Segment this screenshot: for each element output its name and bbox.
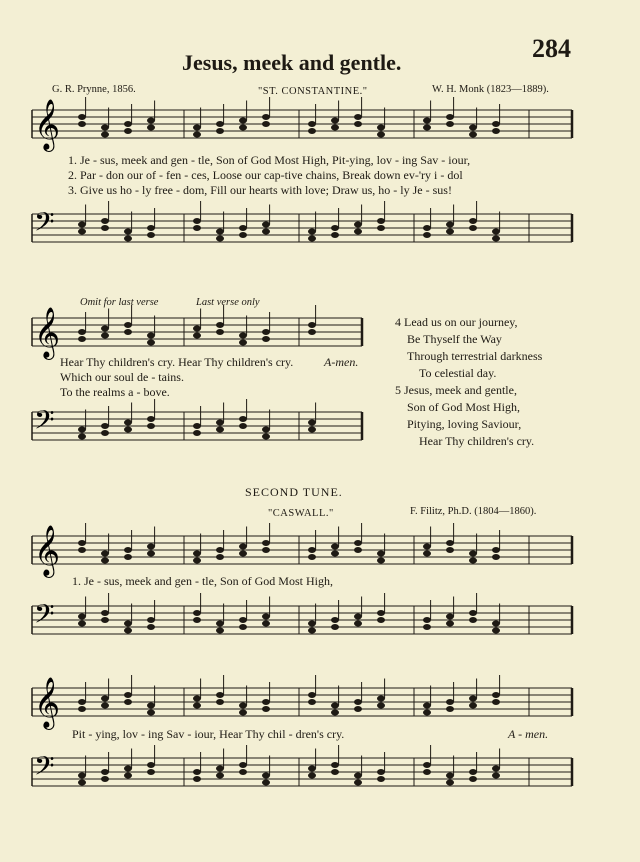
- note-head: [239, 624, 247, 630]
- note-head: [124, 236, 132, 242]
- lyrics-s2-line-2: Which our soul de - tains.: [60, 370, 184, 384]
- note-head: [492, 236, 500, 242]
- note-head: [101, 776, 109, 782]
- note-head: [492, 128, 500, 134]
- note-head: [239, 762, 247, 768]
- verse-4-line: To celestial day.: [419, 366, 497, 380]
- note-head: [331, 762, 339, 768]
- note-head: [124, 773, 132, 779]
- bass-clef-icon: 𝄢: [34, 207, 55, 243]
- note-head: [331, 710, 339, 716]
- note-head: [193, 225, 201, 231]
- note-head: [469, 617, 477, 623]
- note-head: [216, 229, 224, 235]
- note-head: [239, 617, 247, 623]
- note-head: [239, 544, 247, 550]
- note-head: [78, 329, 86, 335]
- note-head: [262, 706, 270, 712]
- note-head: [446, 229, 454, 235]
- note-head: [193, 551, 201, 557]
- lyrics-line-1: 1. Je - sus, meek and gen - tle, Son of God Most High, Pit-ying, lov - ing Sav - iour,: [68, 153, 471, 167]
- treble-staff-3: [32, 528, 572, 573]
- note-head: [262, 614, 270, 620]
- note-head: [239, 703, 247, 709]
- note-head: [331, 624, 339, 630]
- note-head: [423, 624, 431, 630]
- treble-clef-icon: 𝄞: [34, 678, 61, 727]
- note-head: [331, 544, 339, 550]
- note-head: [262, 229, 270, 235]
- composer: W. H. Monk (1823—1889).: [432, 84, 549, 95]
- note-head: [216, 121, 224, 127]
- note-head: [469, 218, 477, 224]
- note-head: [262, 336, 270, 342]
- note-head: [216, 427, 224, 433]
- note-head: [147, 703, 155, 709]
- note-head: [78, 229, 86, 235]
- bracket-omit: Omit for last verse: [80, 297, 159, 308]
- note-head: [78, 114, 86, 120]
- note-head: [78, 222, 86, 228]
- note-head: [423, 703, 431, 709]
- treble-staff-4: [32, 680, 572, 725]
- note-head: [423, 232, 431, 238]
- note-head: [308, 628, 316, 634]
- note-head: [147, 333, 155, 339]
- note-head: [78, 780, 86, 786]
- note-head: [423, 544, 431, 550]
- lyrics-second-1: 1. Je - sus, meek and gen - tle, Son of God Most High,: [72, 574, 333, 588]
- note-head: [469, 610, 477, 616]
- note-head: [124, 121, 132, 127]
- note-head: [216, 329, 224, 335]
- note-head: [147, 416, 155, 422]
- note-head: [101, 551, 109, 557]
- note-head: [239, 225, 247, 231]
- note-head: [101, 326, 109, 332]
- note-head: [469, 558, 477, 564]
- note-head: [469, 132, 477, 138]
- note-head: [354, 114, 362, 120]
- note-head: [492, 628, 500, 634]
- treble-staff-2: [32, 310, 362, 355]
- note-head: [423, 125, 431, 131]
- note-head: [124, 322, 132, 328]
- note-head: [147, 125, 155, 131]
- note-head: [239, 232, 247, 238]
- note-head: [216, 699, 224, 705]
- note-head: [446, 780, 454, 786]
- note-head: [78, 121, 86, 127]
- note-head: [354, 121, 362, 127]
- note-head: [101, 696, 109, 702]
- note-head: [147, 544, 155, 550]
- note-head: [492, 554, 500, 560]
- note-head: [101, 769, 109, 775]
- lyrics-line-3: 3. Give us ho - ly free - dom, Fill our hearts with love; Draw us, ho - ly Je - sus!: [68, 183, 452, 197]
- note-head: [147, 118, 155, 124]
- author: G. R. Prynne, 1856.: [52, 84, 136, 95]
- note-head: [262, 621, 270, 627]
- note-head: [331, 125, 339, 131]
- note-head: [216, 692, 224, 698]
- verse-4-line: 4 Lead us on our journey,: [395, 315, 518, 329]
- note-head: [147, 710, 155, 716]
- note-head: [377, 225, 385, 231]
- treble-staff-1: [32, 102, 572, 147]
- note-head: [308, 236, 316, 242]
- hymn-title: Jesus, meek and gentle.: [182, 50, 402, 75]
- note-head: [124, 766, 132, 772]
- note-head: [124, 427, 132, 433]
- note-head: [354, 547, 362, 553]
- note-head: [239, 769, 247, 775]
- note-head: [262, 329, 270, 335]
- note-head: [423, 769, 431, 775]
- note-head: [354, 699, 362, 705]
- note-head: [262, 121, 270, 127]
- verse-4: [395, 314, 542, 382]
- note-head: [446, 121, 454, 127]
- note-head: [78, 699, 86, 705]
- note-head: [331, 551, 339, 557]
- note-head: [377, 617, 385, 623]
- note-head: [331, 225, 339, 231]
- note-head: [124, 547, 132, 553]
- note-head: [78, 547, 86, 553]
- note-head: [216, 773, 224, 779]
- note-head: [308, 699, 316, 705]
- note-head: [193, 430, 201, 436]
- bass-clef-icon: 𝄢: [34, 599, 55, 635]
- note-head: [469, 696, 477, 702]
- note-head: [446, 547, 454, 553]
- note-head: [193, 776, 201, 782]
- bass-staff-1: [32, 206, 572, 251]
- note-head: [124, 329, 132, 335]
- note-head: [193, 132, 201, 138]
- note-head: [216, 628, 224, 634]
- note-head: [124, 692, 132, 698]
- note-head: [446, 621, 454, 627]
- note-head: [147, 624, 155, 630]
- note-head: [124, 128, 132, 134]
- note-head: [377, 769, 385, 775]
- note-head: [331, 769, 339, 775]
- note-head: [78, 614, 86, 620]
- note-head: [492, 229, 500, 235]
- note-head: [239, 423, 247, 429]
- note-head: [262, 540, 270, 546]
- note-head: [492, 766, 500, 772]
- note-head: [308, 547, 316, 553]
- note-head: [101, 430, 109, 436]
- note-head: [331, 118, 339, 124]
- note-head: [147, 551, 155, 557]
- note-head: [216, 766, 224, 772]
- note-head: [239, 125, 247, 131]
- note-head: [124, 628, 132, 634]
- note-head: [262, 222, 270, 228]
- note-head: [262, 434, 270, 440]
- note-head: [239, 551, 247, 557]
- note-head: [193, 558, 201, 564]
- note-head: [147, 423, 155, 429]
- note-head: [124, 621, 132, 627]
- note-head: [446, 699, 454, 705]
- note-head: [469, 776, 477, 782]
- verse-5-line: Pitying, loving Saviour,: [407, 417, 522, 431]
- note-head: [78, 773, 86, 779]
- note-head: [124, 554, 132, 560]
- note-head: [239, 333, 247, 339]
- note-head: [308, 322, 316, 328]
- note-head: [101, 125, 109, 131]
- lyrics-line-2: 2. Par - don our of - fen - ces, Loose our cap-tive chains, Break down ev-'ry i - dol: [68, 168, 463, 182]
- note-head: [492, 121, 500, 127]
- note-head: [308, 766, 316, 772]
- note-head: [262, 699, 270, 705]
- second-tune-name: "CASWALL.": [268, 508, 334, 519]
- note-head: [101, 132, 109, 138]
- bass-staff-2: [32, 404, 362, 449]
- note-head: [354, 773, 362, 779]
- bass-staff-4: [32, 750, 572, 795]
- note-head: [377, 776, 385, 782]
- note-head: [354, 222, 362, 228]
- verse-5-line: Hear Thy children's cry.: [419, 434, 535, 448]
- note-head: [216, 420, 224, 426]
- note-head: [331, 232, 339, 238]
- note-head: [78, 336, 86, 342]
- note-head: [354, 540, 362, 546]
- note-head: [216, 128, 224, 134]
- note-head: [354, 229, 362, 235]
- note-head: [377, 551, 385, 557]
- tune-name: "ST. CONSTANTINE.": [258, 86, 368, 97]
- verse-5-line: 5 Jesus, meek and gentle,: [395, 383, 517, 397]
- note-head: [262, 547, 270, 553]
- note-head: [101, 558, 109, 564]
- treble-clef-icon: 𝄞: [34, 100, 61, 149]
- note-head: [78, 540, 86, 546]
- note-head: [147, 340, 155, 346]
- note-head: [331, 703, 339, 709]
- note-head: [377, 610, 385, 616]
- note-head: [124, 229, 132, 235]
- note-head: [239, 340, 247, 346]
- note-head: [377, 125, 385, 131]
- verse-4-line: Be Thyself the Way: [407, 332, 502, 346]
- note-head: [446, 540, 454, 546]
- note-head: [147, 617, 155, 623]
- note-head: [78, 706, 86, 712]
- note-head: [78, 434, 86, 440]
- note-head: [469, 225, 477, 231]
- note-head: [308, 554, 316, 560]
- note-head: [446, 114, 454, 120]
- note-head: [101, 423, 109, 429]
- hymn-number: 284: [532, 34, 571, 63]
- bracket-last: Last verse only: [196, 297, 260, 308]
- note-head: [354, 706, 362, 712]
- verse-5: [395, 382, 534, 450]
- note-head: [239, 118, 247, 124]
- note-head: [101, 225, 109, 231]
- note-head: [193, 696, 201, 702]
- verse-5-line: Son of God Most High,: [407, 400, 521, 414]
- note-head: [377, 558, 385, 564]
- note-head: [331, 617, 339, 623]
- note-head: [262, 773, 270, 779]
- bass-clef-icon: 𝄢: [34, 751, 55, 787]
- note-head: [101, 333, 109, 339]
- second-composer: F. Filitz, Ph.D. (1804—1860).: [410, 506, 537, 517]
- note-head: [193, 326, 201, 332]
- note-head: [423, 551, 431, 557]
- treble-clef-icon: 𝄞: [34, 526, 61, 575]
- note-head: [239, 416, 247, 422]
- note-head: [101, 610, 109, 616]
- note-head: [262, 114, 270, 120]
- note-head: [423, 710, 431, 716]
- note-head: [354, 614, 362, 620]
- note-head: [147, 769, 155, 775]
- note-head: [193, 617, 201, 623]
- note-head: [308, 329, 316, 335]
- note-head: [423, 225, 431, 231]
- note-head: [193, 218, 201, 224]
- note-head: [492, 547, 500, 553]
- note-head: [78, 621, 86, 627]
- note-head: [308, 427, 316, 433]
- note-head: [216, 322, 224, 328]
- note-head: [193, 125, 201, 131]
- second-tune-heading: SECOND TUNE.: [245, 485, 343, 499]
- lyrics-second-2: Pit - ying, lov - ing Sav - iour, Hear Thy chil - dren's cry.: [72, 727, 345, 741]
- note-head: [377, 703, 385, 709]
- bass-clef-icon: 𝄢: [34, 405, 55, 441]
- note-head: [101, 703, 109, 709]
- note-head: [216, 236, 224, 242]
- note-head: [308, 128, 316, 134]
- amen-1: A-men.: [324, 355, 359, 369]
- note-head: [193, 423, 201, 429]
- note-head: [469, 769, 477, 775]
- lyrics-s2-line-1: Hear Thy children's cry. Hear Thy children's cry.: [60, 355, 294, 369]
- note-head: [216, 554, 224, 560]
- note-head: [308, 229, 316, 235]
- note-head: [216, 547, 224, 553]
- note-head: [308, 420, 316, 426]
- note-head: [446, 614, 454, 620]
- note-head: [193, 333, 201, 339]
- note-head: [308, 773, 316, 779]
- note-head: [193, 610, 201, 616]
- note-head: [308, 692, 316, 698]
- note-head: [124, 420, 132, 426]
- note-head: [469, 703, 477, 709]
- amen-2: A - men.: [508, 727, 549, 741]
- note-head: [101, 218, 109, 224]
- note-head: [446, 773, 454, 779]
- note-head: [239, 710, 247, 716]
- note-head: [423, 762, 431, 768]
- note-head: [469, 551, 477, 557]
- note-head: [469, 125, 477, 131]
- note-head: [377, 696, 385, 702]
- note-head: [446, 706, 454, 712]
- note-head: [308, 621, 316, 627]
- note-head: [147, 762, 155, 768]
- verse-4-line: Through terrestrial darkness: [407, 349, 543, 363]
- note-head: [446, 222, 454, 228]
- note-head: [492, 692, 500, 698]
- note-head: [492, 699, 500, 705]
- note-head: [78, 427, 86, 433]
- note-head: [101, 617, 109, 623]
- note-head: [377, 132, 385, 138]
- note-head: [262, 427, 270, 433]
- note-head: [193, 769, 201, 775]
- note-head: [308, 121, 316, 127]
- note-head: [377, 218, 385, 224]
- note-head: [423, 617, 431, 623]
- note-head: [492, 773, 500, 779]
- note-head: [354, 621, 362, 627]
- note-head: [492, 621, 500, 627]
- note-head: [216, 621, 224, 627]
- note-head: [423, 118, 431, 124]
- treble-clef-icon: 𝄞: [34, 308, 61, 357]
- lyrics-s2-line-3: To the realms a - bove.: [60, 385, 170, 399]
- bass-staff-3: [32, 598, 572, 643]
- note-head: [147, 225, 155, 231]
- note-head: [354, 780, 362, 786]
- note-head: [262, 780, 270, 786]
- note-head: [124, 699, 132, 705]
- note-head: [193, 703, 201, 709]
- note-head: [147, 232, 155, 238]
